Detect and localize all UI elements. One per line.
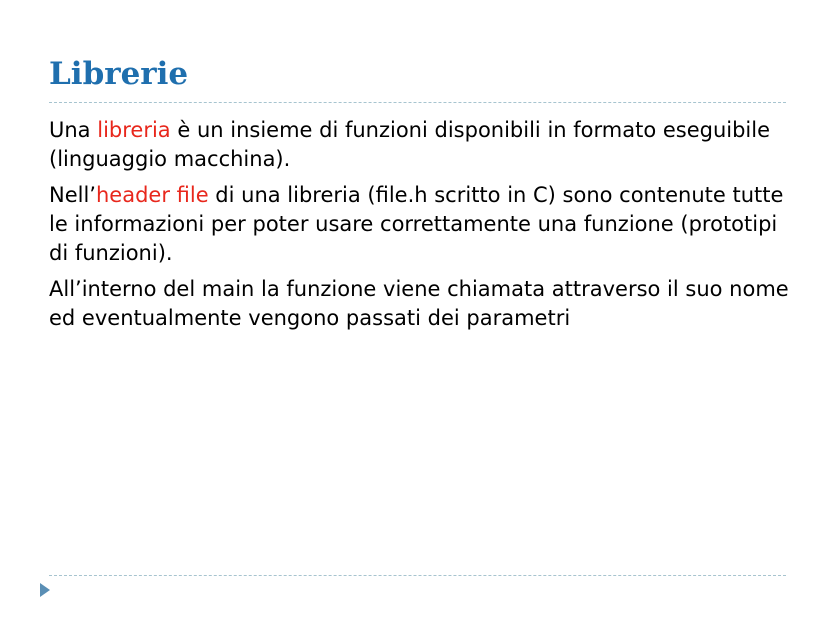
paragraph-header-file (49, 181, 794, 268)
slide-title: Librerie (49, 56, 189, 92)
title-divider (49, 102, 786, 103)
slide-body (49, 116, 794, 340)
text-run: è un insieme di funzioni disponibili in formato eseguibile (linguaggio macchina). (49, 118, 771, 171)
text-run: Nell’ (49, 183, 96, 207)
footer-divider (49, 575, 786, 576)
highlight-term-header-file: header file (95, 183, 209, 207)
paragraph-libreria (49, 116, 794, 174)
text-run: All’interno del main la funzione viene chiamata attraverso il suo nome ed eventualmente vengono passati dei parametri (49, 277, 789, 330)
paragraph-main (49, 275, 794, 333)
text-run: di una libreria (file.h scritto in C) sono contenute tutte le informazioni per poter usare correttamente una funzione (prototipi di funzioni). (49, 183, 784, 265)
highlight-term-libreria: libreria (97, 118, 171, 142)
triangle-right-icon[interactable] (40, 583, 50, 597)
text-run: Una (49, 118, 98, 142)
